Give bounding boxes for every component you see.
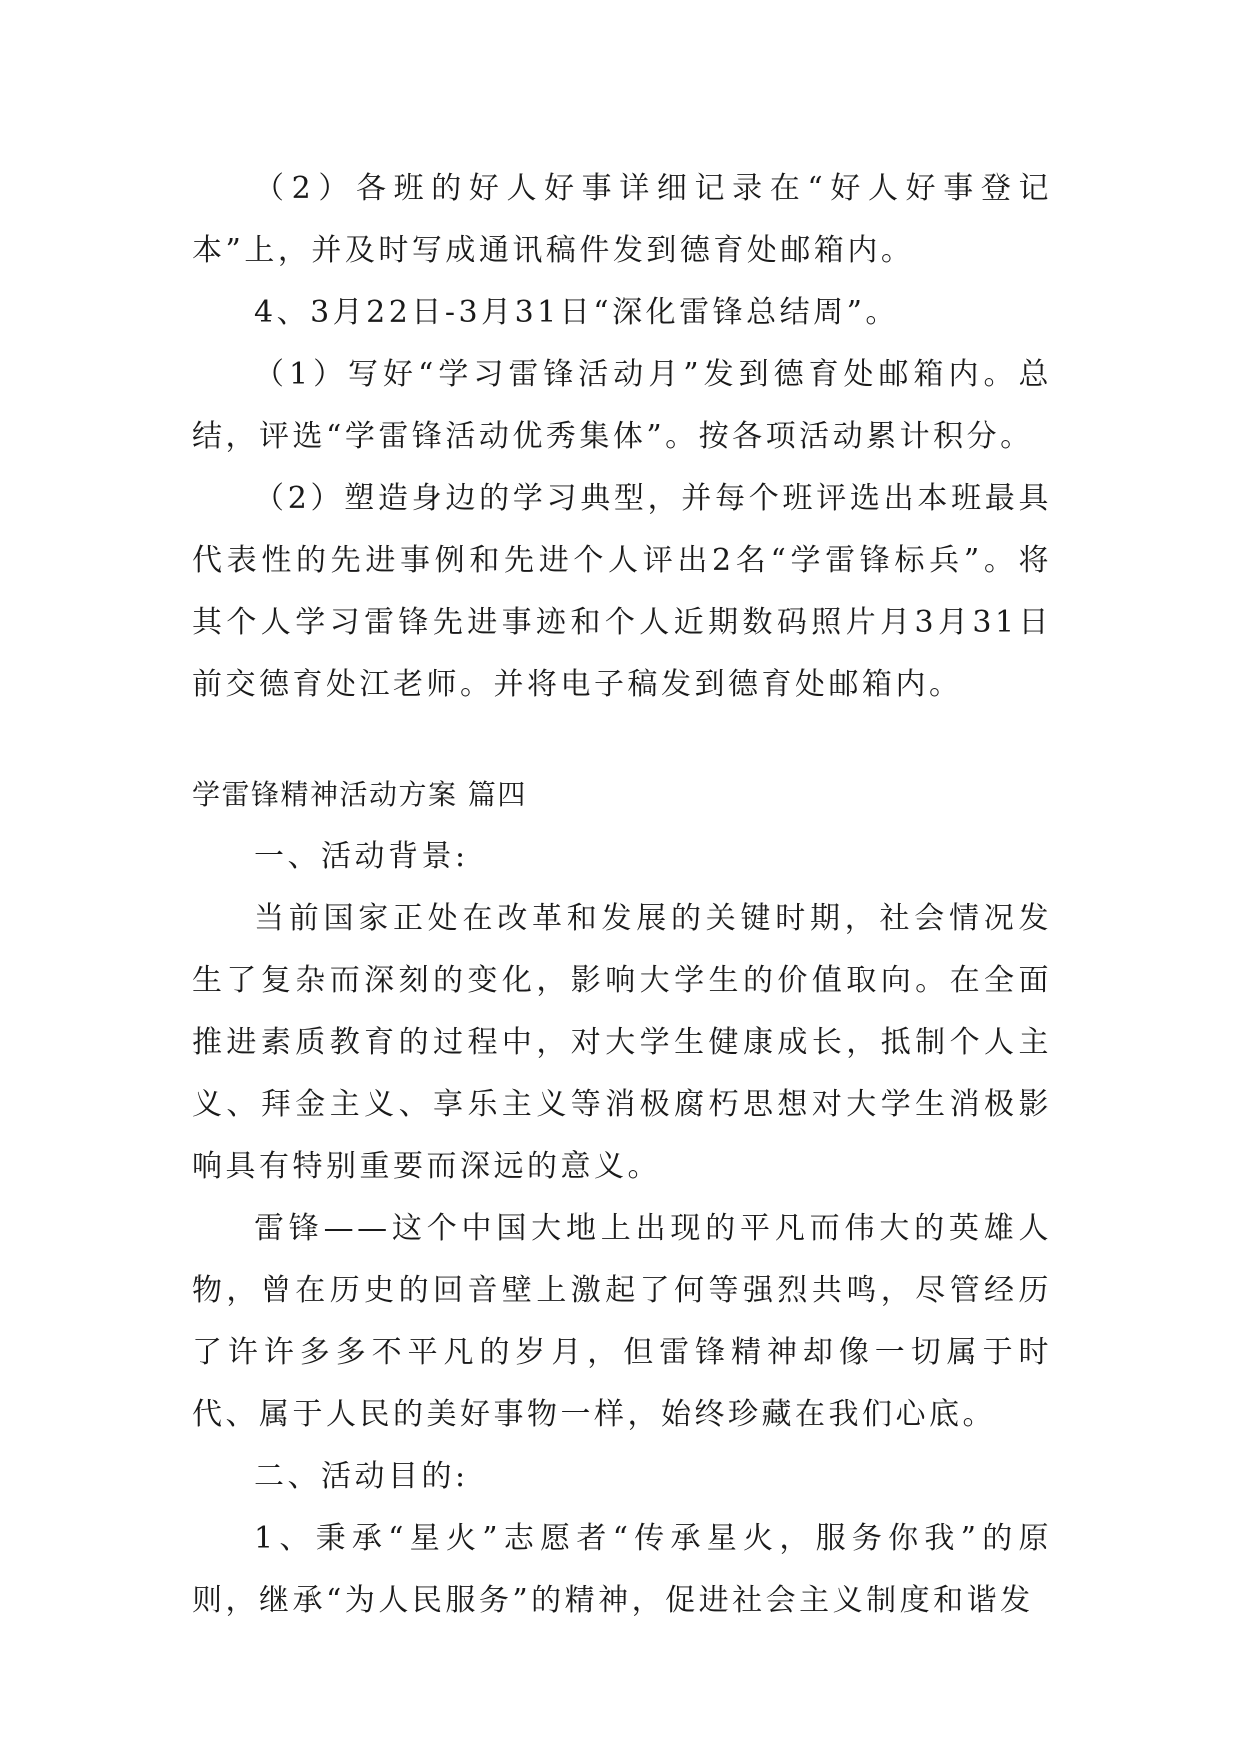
paragraph-purpose-1: 1、秉承“星火”志愿者“传承星火，服务你我”的原则，继承“为人民服务”的精神，促进社会主义制度和谐发: [192, 1521, 1052, 1618]
section-title: 学雷锋精神活动方案 篇四: [192, 778, 527, 811]
paragraph-write-summary: （1）写好“学习雷锋活动月”发到德育处邮箱内。总结，评选“学雷锋活动优秀集体”。按各项活动累计积分。: [192, 357, 1052, 454]
subheading-background: 一、活动背景:: [254, 839, 469, 874]
paragraph-lei-feng: 雷锋——这个中国大地上出现的平凡而伟大的英雄人物，曾在历史的回音壁上激起了何等强烈共鸣，尽管经历了许许多多不平凡的岁月，但雷锋精神却像一切属于时代、属于人民的美好事物一样，始终珍藏在我们心底。: [192, 1211, 1052, 1432]
paragraph-good-deeds-record: （2）各班的好人好事详细记录在“好人好事登记本”上，并及时写成通讯稿件发到德育处邮箱内。: [192, 171, 1052, 268]
paragraph-background: 当前国家正处在改革和发展的关键时期，社会情况发生了复杂而深刻的变化，影响大学生的价值取向。在全面推进素质教育的过程中，对大学生健康成长，抵制个人主义、拜金主义、享乐主义等消极腐朽思想对大学生消极影响具有特别重要而深远的意义。: [192, 901, 1052, 1184]
document-body: [192, 158, 1052, 1632]
paragraph-role-models: （2）塑造身边的学习典型，并每个班评选出本班最具代表性的先进事例和先进个人评出2名“学雷锋标兵”。将其个人学习雷锋先进事迹和个人近期数码照片月3月31日前交德育处江老师。并将电子稿发到德育处邮箱内。: [192, 481, 1052, 702]
subheading-purpose: 二、活动目的:: [254, 1459, 469, 1494]
paragraph-summary-week: 4、3月22日-3月31日“深化雷锋总结周”。: [254, 295, 899, 330]
